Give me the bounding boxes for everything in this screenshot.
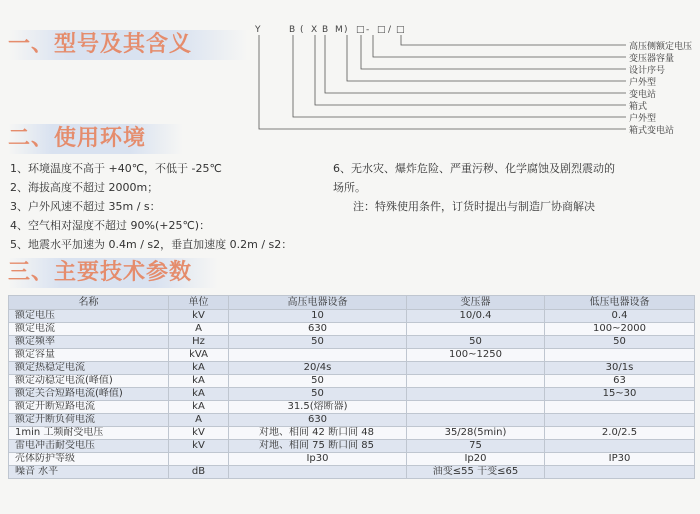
table-row [9,375,695,388]
code-char-y: Y [255,25,261,35]
cell-hv: 50 [229,375,407,388]
model-label-box-substation: 箱式变电站 [629,126,675,136]
table-row [9,453,695,466]
table-row [9,388,695,401]
cell-transformer [407,401,545,414]
cell-unit: kA [169,388,229,401]
cell-hv: 20/4s [229,362,407,375]
cell-hv: 630 [229,414,407,427]
section-heading-parameters: 三、主要技术参数 [8,258,218,288]
model-label-design-no: 设计序号 [629,66,666,76]
cell-transformer: 10/0.4 [407,310,545,323]
model-label-substation: 变电站 [629,90,657,100]
condition-item: 3、户外风速不超过 35m / s： [10,200,161,213]
cell-unit [169,453,229,466]
code-char-box2: □ [377,25,386,35]
code-char-paren-close: ) [344,25,348,35]
model-label-hv-voltage: 高压侧额定电压 [629,42,693,52]
cell-hv: Ip30 [229,453,407,466]
cell-name: 额定频率 [9,336,169,349]
col-header-hv: 高压电器设备 [229,296,407,310]
model-label-outdoor-2: 户外型 [629,114,657,124]
cell-lv: 2.0/2.5 [545,427,695,440]
cell-transformer: 75 [407,440,545,453]
cell-hv: 31.5(熔断器) [229,401,407,414]
cell-lv [545,466,695,479]
cell-name: 额定开断负荷电流 [9,414,169,427]
cell-transformer [407,414,545,427]
cell-unit: kV [169,440,229,453]
col-header-unit: 单位 [169,296,229,310]
condition-item-continued: 场所。 [333,181,366,194]
cell-unit: dB [169,466,229,479]
cell-transformer: 35/28(5min) [407,427,545,440]
special-conditions-note: 注：特殊使用条件，订货时提出与制造厂协商解决 [353,200,595,213]
cell-transformer [407,388,545,401]
cell-name: 额定容量 [9,349,169,362]
cell-name: 额定电压 [9,310,169,323]
cell-name: 额定关合短路电流(峰值) [9,388,169,401]
cell-lv: IP30 [545,453,695,466]
cell-transformer [407,362,545,375]
cell-unit: kA [169,362,229,375]
code-char-box1: □ [356,25,365,35]
table-row [9,310,695,323]
cell-name: 雷电冲击耐受电压 [9,440,169,453]
model-label-box-type: 箱式 [629,102,648,112]
cell-transformer [407,375,545,388]
condition-item: 2、海拔高度不超过 2000m； [10,181,159,194]
cell-name: 噪音 水平 [9,466,169,479]
cell-hv: 630 [229,323,407,336]
table-row [9,427,695,440]
table-row [9,349,695,362]
cell-hv [229,349,407,362]
cell-transformer: 50 [407,336,545,349]
cell-lv [545,349,695,362]
code-char-box3: □ [396,25,405,35]
cell-lv: 0.4 [545,310,695,323]
cell-unit: kVA [169,349,229,362]
cell-hv: 10 [229,310,407,323]
code-char-dash: - [366,25,370,35]
cell-lv [545,401,695,414]
cell-hv [229,466,407,479]
cell-lv: 50 [545,336,695,349]
code-char-paren-open: ( [300,25,304,35]
table-row [9,323,695,336]
conditions-right [333,159,615,216]
code-char-b: B [289,25,296,35]
condition-item: 6、无水灾、爆炸危险、严重污秽、化学腐蚀及剧烈震动的 [333,162,615,175]
col-header-transformer: 变压器 [407,296,545,310]
table-row [9,414,695,427]
condition-item: 5、地震水平加速为 0.4m / s2，垂直加速度 0.2m / s2： [10,238,293,251]
model-label-outdoor-1: 户外型 [629,78,657,88]
cell-unit: kA [169,375,229,388]
model-label-capacity: 变压器容量 [629,54,675,64]
cell-lv [545,414,695,427]
code-char-slash: / [388,25,392,35]
section-heading-environment: 二、使用环境 [8,124,183,154]
cell-unit: kV [169,427,229,440]
cell-transformer: 油变≤55 干变≤65 [407,466,545,479]
table-row [9,336,695,349]
table-row [9,440,695,453]
code-char-b2: B [322,25,329,35]
cell-hv: 50 [229,336,407,349]
model-code-diagram [255,25,695,145]
cell-unit: A [169,414,229,427]
condition-item: 4、空气相对湿度不超过 90%(+25℃)： [10,219,211,232]
table-body [9,310,695,479]
section-heading-model: 一、型号及其含义 [8,30,248,60]
cell-lv [545,440,695,453]
parameters-table [8,295,695,479]
col-header-name: 名称 [9,296,169,310]
cell-transformer: 100~1250 [407,349,545,362]
cell-hv: 50 [229,388,407,401]
condition-item: 1、环境温度不高于 +40℃，不低于 -25℃ [10,162,222,175]
cell-hv: 对地、相间 42 断口间 48 [229,427,407,440]
cell-transformer: Ip20 [407,453,545,466]
conditions-left [10,159,292,254]
cell-name: 额定电流 [9,323,169,336]
table-header-row [9,296,695,310]
cell-transformer [407,323,545,336]
cell-unit: kA [169,401,229,414]
cell-name: 额定热稳定电流 [9,362,169,375]
cell-lv: 63 [545,375,695,388]
cell-lv: 15~30 [545,388,695,401]
code-char-x: X [311,25,318,35]
table-row [9,401,695,414]
table-row [9,362,695,375]
cell-hv: 对地、相间 75 断口间 85 [229,440,407,453]
cell-name: 额定开断短路电流 [9,401,169,414]
col-header-lv: 低压电器设备 [545,296,695,310]
cell-name: 额定动稳定电流(峰值) [9,375,169,388]
code-char-m: M [335,25,343,35]
cell-name: 壳体防护等级 [9,453,169,466]
cell-name: 1min 工频耐受电压 [9,427,169,440]
table-row [9,466,695,479]
cell-unit: A [169,323,229,336]
cell-unit: kV [169,310,229,323]
cell-unit: Hz [169,336,229,349]
cell-lv: 100~2000 [545,323,695,336]
cell-lv: 30/1s [545,362,695,375]
